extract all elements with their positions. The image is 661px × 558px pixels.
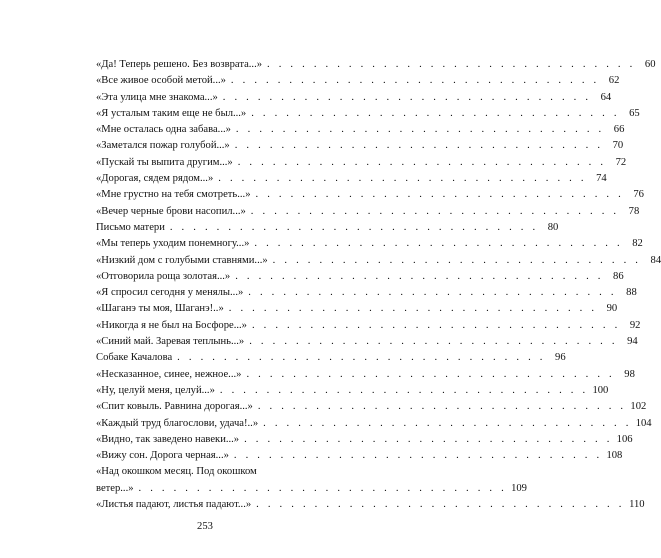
toc-entry-page: 78 <box>628 205 640 217</box>
toc-entry <box>96 204 640 220</box>
toc-entry-title: «Никогда я не был на Босфоре...» <box>96 319 247 331</box>
toc-entry-title: «Отговорила роща золотая...» <box>96 270 231 282</box>
toc-entry <box>96 448 623 464</box>
toc-entry-title: «Все живое особой метой...» <box>96 75 226 87</box>
toc-entry-page: 92 <box>629 319 641 331</box>
toc-entry <box>96 350 566 366</box>
toc-entry-page: 60 <box>644 59 656 70</box>
toc-entry-page: 70 <box>612 140 624 152</box>
toc-entry-page: 94 <box>627 336 638 348</box>
dot-leader: . . . . . . . . . . . . . . . . . . . . . . . . . . . . . . . . <box>177 352 546 364</box>
toc-entry-page: 109 <box>511 482 527 494</box>
toc-entry <box>96 220 559 236</box>
dot-leader: . . . . . . . . . . . . . . . . . . . . . . . . . . . . . . . . <box>233 450 603 462</box>
toc-entry <box>96 301 618 317</box>
toc-entry-title: «Вижу сон. Дорога черная...» <box>96 450 229 462</box>
toc-entry-title: «Заметался пожар голубой...» <box>96 140 230 152</box>
dot-leader: . . . . . . . . . . . . . . . . . . . . . . . . . . . . . . . . <box>267 59 636 70</box>
toc-entry-title: ветер...» <box>96 482 134 494</box>
toc-entry-page: 80 <box>547 221 559 233</box>
toc-entry <box>96 236 643 252</box>
dot-leader: . . . . . . . . . . . . . . . . . . . . . . . . . . . . . . . . <box>169 221 539 233</box>
toc-entry <box>96 497 645 513</box>
dot-leader: . . . . . . . . . . . . . . . . . . . . . . . . . . . . . . . . <box>263 417 632 429</box>
toc-entry-title: «Шаганэ ты моя, Шаганэ!..» <box>96 303 224 315</box>
table-of-contents <box>96 57 661 513</box>
toc-entry <box>96 57 656 73</box>
toc-entry-title: «Низкий дом с голубыми ставнями...» <box>96 254 268 266</box>
toc-entry-title: «Ну, целуй меня, целуй...» <box>96 384 215 396</box>
toc-entry-title: «Мне грустно на тебя смотреть...» <box>96 189 251 201</box>
toc-entry-title: «Мне осталась одна забава...» <box>96 124 231 136</box>
dot-leader: . . . . . . . . . . . . . . . . . . . . . . . . . . . . . . . . <box>235 270 604 282</box>
dot-leader: . . . . . . . . . . . . . . . . . . . . . . . . . . . . . . . . <box>138 482 507 494</box>
toc-entry-page: 110 <box>629 499 645 511</box>
dot-leader: . . . . . . . . . . . . . . . . . . . . . . . . . . . . . . . . <box>230 75 600 87</box>
toc-entry-title: «Я усталым таким еще не был...» <box>96 107 247 119</box>
toc-entry <box>96 318 641 334</box>
toc-entry-page: 74 <box>596 173 607 185</box>
toc-entry-page: 84 <box>650 254 661 266</box>
toc-entry-page: 72 <box>615 156 627 168</box>
toc-entry <box>96 432 633 448</box>
toc-entry-title-line1: «Над окошком месяц. Под окошком <box>96 466 257 478</box>
toc-entry-title: «Несказанное, синее, нежное...» <box>96 368 242 380</box>
page-number: 253 <box>197 521 213 532</box>
toc-entry-title: «Видно, так заведено навеки...» <box>96 433 240 445</box>
toc-entry <box>96 138 624 154</box>
toc-entry-page: 64 <box>600 91 612 103</box>
dot-leader: . . . . . . . . . . . . . . . . . . . . . . . . . . . . . . . . <box>249 336 618 348</box>
toc-entry-page: 90 <box>606 303 618 315</box>
toc-entry <box>96 383 609 399</box>
dot-leader: . . . . . . . . . . . . . . . . . . . . . . . . . . . . . . . . <box>250 205 620 217</box>
toc-entry-page: 66 <box>613 124 625 136</box>
toc-entry-title: «Да! Теперь решено. Без возврата...» <box>96 59 263 70</box>
toc-entry-page: 96 <box>555 352 566 364</box>
dot-leader: . . . . . . . . . . . . . . . . . . . . . . . . . . . . . . . . <box>228 303 598 315</box>
toc-entry-page: 88 <box>626 287 637 299</box>
toc-entry-page: 86 <box>613 270 624 282</box>
toc-entry-title: «Я спросил сегодня у менялы...» <box>96 287 244 299</box>
dot-leader: . . . . . . . . . . . . . . . . . . . . . . . . . . . . . . . . <box>235 124 605 136</box>
toc-entry-title: «Вечер черные брови насопил...» <box>96 205 246 217</box>
toc-entry-page: 65 <box>629 107 640 119</box>
dot-leader: . . . . . . . . . . . . . . . . . . . . . . . . . . . . . . . . <box>255 189 624 201</box>
dot-leader: . . . . . . . . . . . . . . . . . . . . . . . . . . . . . . . . <box>251 319 621 331</box>
toc-entry <box>96 171 607 187</box>
toc-entry-page: 98 <box>624 368 635 380</box>
toc-entry <box>96 90 612 106</box>
dot-leader: . . . . . . . . . . . . . . . . . . . . . . . . . . . . . . . . <box>237 156 607 168</box>
dot-leader: . . . . . . . . . . . . . . . . . . . . . . . . . . . . . . . . <box>272 254 642 266</box>
toc-entry <box>96 187 644 203</box>
toc-entry <box>96 464 527 497</box>
dot-leader: . . . . . . . . . . . . . . . . . . . . . . . . . . . . . . . . <box>218 173 587 185</box>
toc-entry-page: 76 <box>633 189 644 201</box>
dot-leader: . . . . . . . . . . . . . . . . . . . . . . . . . . . . . . . . <box>234 140 604 152</box>
toc-entry <box>96 73 620 89</box>
dot-leader: . . . . . . . . . . . . . . . . . . . . . . . . . . . . . . . . <box>244 433 613 445</box>
dot-leader: . . . . . . . . . . . . . . . . . . . . . . . . . . . . . . . . <box>256 499 625 511</box>
toc-entry-page: 106 <box>616 433 633 445</box>
toc-entry <box>96 122 625 138</box>
dot-leader: . . . . . . . . . . . . . . . . . . . . . . . . . . . . . . . . <box>257 401 627 413</box>
toc-entry <box>96 269 624 285</box>
dot-leader: . . . . . . . . . . . . . . . . . . . . . . . . . . . . . . . . <box>251 107 620 119</box>
toc-entry <box>96 416 652 432</box>
dot-leader: . . . . . . . . . . . . . . . . . . . . . . . . . . . . . . . . <box>219 384 589 396</box>
toc-entry-page: 82 <box>632 238 643 250</box>
toc-entry <box>96 285 637 301</box>
toc-entry <box>96 253 661 269</box>
toc-entry-page: 102 <box>630 401 647 413</box>
toc-entry-page: 62 <box>608 75 620 87</box>
toc-entry-title: Письмо матери <box>96 221 165 233</box>
toc-entry-title: «Каждый труд благослови, удача!..» <box>96 417 259 429</box>
toc-entry <box>96 399 647 415</box>
toc-entry-title: «Эта улица мне знакома...» <box>96 91 218 103</box>
toc-entry-title: Собаке Качалова <box>96 352 173 364</box>
dot-leader: . . . . . . . . . . . . . . . . . . . . . . . . . . . . . . . . <box>248 287 617 299</box>
toc-entry <box>96 155 627 171</box>
dot-leader: . . . . . . . . . . . . . . . . . . . . . . . . . . . . . . . . <box>222 91 592 103</box>
toc-entry-title: «Мы теперь уходим понемногу...» <box>96 238 250 250</box>
toc-entry-title: «Дорогая, сядем рядом...» <box>96 173 214 185</box>
toc-entry <box>96 106 640 122</box>
dot-leader: . . . . . . . . . . . . . . . . . . . . . . . . . . . . . . . . <box>254 238 623 250</box>
toc-entry <box>96 334 638 350</box>
toc-entry-title: «Пускай ты выпита другим...» <box>96 156 233 168</box>
toc-entry-page: 104 <box>635 417 652 429</box>
toc-entry-page: 100 <box>592 384 609 396</box>
toc-entry <box>96 367 635 383</box>
toc-entry-title: «Синий май. Заревая теплынь...» <box>96 336 245 348</box>
toc-entry-page: 108 <box>606 450 623 462</box>
dot-leader: . . . . . . . . . . . . . . . . . . . . . . . . . . . . . . . . <box>246 368 615 380</box>
toc-entry-title: «Листья падают, листья падают...» <box>96 499 252 511</box>
toc-entry-title: «Спит ковыль. Равнина дорогая...» <box>96 401 253 413</box>
